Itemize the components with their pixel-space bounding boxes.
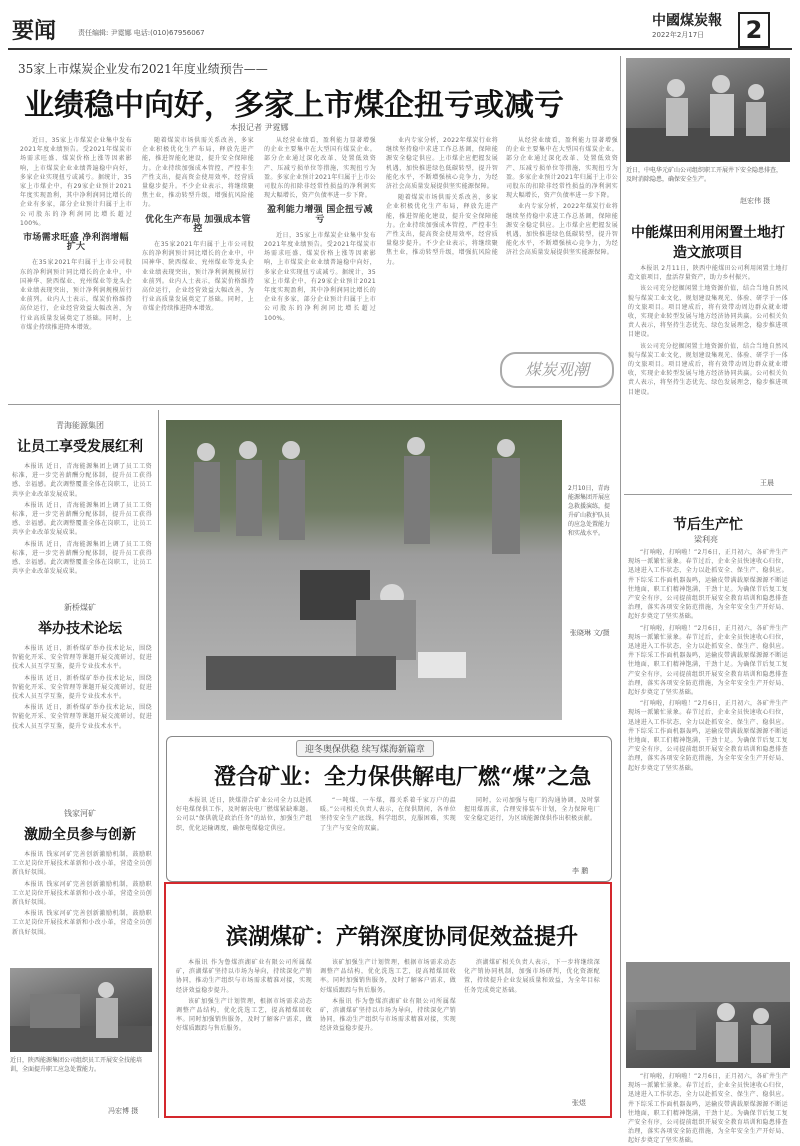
newspaper-logo: 中國煤炭報 (652, 13, 722, 29)
left-item-2-title: 举办技术论坛 (38, 621, 122, 637)
lead-headline: 业绩稳中向好，多家上市煤企扭亏或减亏 (24, 88, 564, 123)
left-photo-credit: 冯宏博 摄 (108, 1107, 139, 1115)
side-story-body: 本报讯 2月11日，陕西中能煤田公司利用闲置土地打造文旅项目，盘活存量资产，助力乡村振兴。 该公司充分挖掘闲置土地资源价值，结合当地自然风貌与煤炭工业文化，规划建设集观光、体验、研学于一体的文旅项目。项目建成后，将有效带动周边群众就业增收，实现企业转型发展与地方经济协同共赢。公司相关负责人表示，将坚持生态优先、绿色发展理念，稳步推进项目建设。 该公司充分挖掘闲置土地资源价值，结合当地自然风貌与煤炭工业文化，规划建设集观光、体验、研学于一体的文旅项目。项目建成后，将有效带动周边群众就业增收，实现企业转型发展与地方经济协同共赢。公司相关负责人表示，将坚持生态优先、绿色发展理念，稳步推进项目建设。 (628, 265, 788, 396)
training-illustration (10, 968, 152, 1052)
side-story-2-body: “打响啦，打响啦！”2月6日，正月初六，各矿井生产现场一派繁忙景象。春节过后，企业全员快速收心归位，迅速进入工作状态，全力以赴抓安全、保生产、稳供应。井下综采工作面机器轰鸣，运输皮带满载原煤源源不断运往地面，职工们精神饱满，干劲十足。为确保节后复工复产安全有序，公司提前组织开展安全教育培训和隐患排查治理，落实各项安全防范措施，为全年安全生产开好局、起好步奠定了坚实基础。 “打响啦，打响啦！”2月6日，正月初六，各矿井生产现场一派繁忙景象。春节过后，企业全员快速收心归位，迅速进入工作状态，全力以赴抓安全、保生产、稳供应。井下综采工作面机器轰鸣，运输皮带满载原煤源源不断运往地面，职工们精神饱满，干劲十足。为确保节后复工复产安全有序，公司提前组织开展安全教育培训和隐患排查治理，落实各项安全防范措施，为全年安全生产开好局、起好步奠定了坚实基础。 “打响啦，打响啦！”2月6日，正月初六，各矿井生产现场一派繁忙景象。春节过后，企业全员快速收心归位，迅速进入工作状态，全力以赴抓安全、保生产、稳供应。井下综采工作面机器轰鸣，运输皮带满载原煤源源不断运往地面，职工们精神饱满，干劲十足。为确保节后复工复产安全有序，公司提前组织开展安全教育培训和隐患排查治理，落实各项安全防范措施，为全年安全生产开好局、起好步奠定了坚实基础。 (628, 549, 788, 772)
lead-column-5: 从经营业绩看，盈利能力显著增强的企业主要集中在大型国有煤炭企业。部分企业通过深化改革、处置低效资产、压减亏损单位等措施，实现扭亏为盈。多家企业预计2021年归属于上市公司股东的扣除非经常性损益的净利润实现大幅增长，资产负债率进一步下降。 业内专家分析，2022年煤炭行业将继续坚持稳中求进工作总基调，保障能源安全稳定供应。上市煤企应把握发展机遇，加快推进绿色低碳转型，提升智能化水平，不断增强核心竞争力，为经济社会高质量发展提供坚实能源保障。 (506, 137, 618, 257)
left-item-3-kicker: 钱家河矿 (64, 809, 96, 818)
side-rule (624, 494, 792, 495)
lead-bottom-rule (8, 404, 620, 405)
left-item-1-title: 让员工享受发展红利 (17, 439, 143, 455)
lead-subhead-2: 优化生产布局 加强成本管控 (145, 214, 251, 234)
main-photo-credit: 张晓琳 文/摄 (570, 629, 610, 637)
side-photo-bottom (626, 962, 790, 1068)
column-divider-right (620, 56, 621, 1118)
highlighted-col-1: 本报讯 作为鲁煤滨湖矿业有限公司所属煤矿，滨湖煤矿坚持以市场为导向，持续深化产销协同，推动生产组织与市场需求精准对接，实现经济效益稳步提升。 该矿加强生产计划管理，根据市场需求动态调整产品结构，优化洗选工艺，提高精煤回收率。同时加强销售服务，及时了解客户需求，做好煤质跟踪与售后服务。 (176, 959, 312, 1033)
left-photo-caption: 近日，陕西能源集团公司组织员工开展安全技能培训，全面提升职工应急处置能力。 (10, 1057, 143, 1073)
left-item-2-body: 本报讯 近日，新桥煤矿举办技术论坛，围绕智能化开采、安全管理等课题开展交流研讨，促进技术人员互学互鉴，提升专业技术水平。 本报讯 近日，新桥煤矿举办技术论坛，围绕智能化开采、安全管理等课题开展交流研讨，促进技术人员互学互鉴，提升专业技术水平。 本报讯 近日，新桥煤矿举办技术论坛，围绕智能化开采、安全管理等课题开展交流研讨，促进技术人员互学互鉴，提升专业技术水平。 (12, 645, 152, 730)
left-photo (10, 968, 152, 1052)
highlighted-col-3: 滨湖煤矿相关负责人表示，下一步将继续深化产销协同机制，加强市场研判，优化资源配置，持续提升企业发展质量和效益，为全年目标任务完成奠定基础。 (464, 959, 600, 994)
header-rule (8, 48, 792, 50)
rescue-drill-illustration (166, 420, 562, 720)
lead-column-1: 近日，35家上市煤炭企业集中发布2021年度业绩预告。受2021年煤炭市场需求旺盛、煤炭价格上涨等因素影响，上市煤炭企业业绩普遍稳中向好，多家企业实现扭亏或减亏。据统计，35家上市煤企中，有29家企业预计2021年度实现盈利，其中净利润同比增长的企业有多家，部分企业预计归属于上市公司股东的净利润同比增长超过100%。 市场需求旺盛 净利润增幅扩大 在35家2021年归属于上市公司股东的净利润预计同比增长的企业中，中国神华、陕西煤业、兖州煤业等龙头企业业绩表现突出，预计净利润规模居行业前列。业内人士表示，煤炭价格维持高位运行，企业经营效益大幅改善，为行业高质量发展奠定了基础。同时，上市煤企持续推进降本增效。 (20, 137, 132, 331)
left-item-3-body: 本报讯 钱家河矿完善创新激励机制，鼓励职工立足岗位开展技术革新和小改小革，营造全员创新良好氛围。 本报讯 钱家河矿完善创新激励机制，鼓励职工立足岗位开展技术革新和小改小革，营造全员创新良好氛围。 本报讯 钱家河矿完善创新激励机制，鼓励职工立足岗位开展技术革新和小改小革，营造全员创新良好氛围。 (12, 851, 152, 936)
issue-date: 2022年2月17日 (652, 31, 705, 39)
highlighted-story-title: 滨湖煤矿：产销深度协同促效益提升 (226, 924, 579, 950)
lead-kicker: 35家上市煤炭企业发布2021年度业绩预告—— (18, 62, 268, 76)
lead-subhead-3: 盈利能力增强 国企扭亏减亏 (267, 205, 373, 225)
side-story-2-title: 节后生产忙 (673, 517, 743, 533)
main-photo-caption: 2月10日，青海能源集团开展应急救援演练，提升矿山救护队员的应急处置能力和实战水平。 (568, 485, 611, 537)
column-divider-left (158, 410, 159, 1118)
lead-subhead-1: 市场需求旺盛 净利润增幅扩大 (23, 233, 129, 253)
mid-story-col-1: 本报讯 近日，陕煤澄合矿业公司全力以赴抓好电煤保供工作，及时解决电厂燃煤紧缺难题。公司以“保供就是政治任务”的站位，加强生产组织，优化运输调度，确保电煤稳定供应。 (176, 797, 312, 832)
editor-contact: 责任编辑: 尹霓娜 电话:(010)67956067 (78, 29, 205, 37)
mid-story-col-2: “一吨煤、一车煤，都关系着千家万户的温暖。”公司相关负责人表示，在保供期间，各单位坚持安全生产底线，科学组织，克服困难，实现了生产与安全的双赢。 (320, 797, 456, 832)
left-item-3-title: 激励全员参与创新 (24, 827, 136, 843)
side-photo-bottom-caption: “打响啦，打响啦！”2月6日，正月初六，各矿井生产现场一派繁忙景象。春节过后，企业全员快速收心归位，迅速进入工作状态，全力以赴抓安全、保生产、稳供应。井下综采工作面机器轰鸣，运输皮带满载原煤源源不断运往地面，职工们精神饱满，干劲十足。为确保节后复工复产安全有序，公司提前组织开展安全教育培训和隐患排查治理，落实各项安全防范措施，为全年安全生产开好局、起好步奠定了坚实基础。 (628, 1073, 788, 1145)
side-photo-top-credit: 赵宏伟 摄 (740, 197, 771, 205)
main-photo (166, 420, 562, 720)
left-item-2-kicker: 新桥煤矿 (64, 603, 96, 612)
section-title: 要闻 (12, 19, 57, 44)
lead-column-4: 业内专家分析，2022年煤炭行业将继续坚持稳中求进工作总基调，保障能源安全稳定供应。上市煤企应把握发展机遇，加快推进绿色低碳转型，提升智能化水平，不断增强核心竞争力，为经济社会高质量发展提供坚实能源保障。 随着煤炭市场供需关系改善，多家企业积极优化生产布局，释放先进产能，推进智能化建设，提升安全保障能力。企业持续加强成本管控，严控非生产性支出，提高资金使用效率，经营质量稳步提升。不少企业表示，将继续聚焦主业，推动转型升级，增强抗风险能力。 (386, 137, 498, 266)
side-photo-top-caption: 近日，中电华元矿山公司组织职工开展井下安全隐患排查，及时消除隐患，确保安全生产。 (626, 167, 783, 183)
mid-story-title: 澄合矿业：全力保供解电厂燃“煤”之急 (214, 764, 592, 790)
lead-byline: 本报记者 尹霓娜 (230, 123, 289, 132)
page-number: 2 (738, 12, 770, 48)
lead-column-3: 从经营业绩看，盈利能力显著增强的企业主要集中在大型国有煤炭企业。部分企业通过深化改革、处置低效资产、压减亏损单位等措施，实现扭亏为盈。多家企业预计2021年归属于上市公司股东的扣除非经常性损益的净利润实现大幅增长，资产负债率进一步下降。 盈利能力增强 国企扭亏减亏 近日，35家上市煤炭企业集中发布2021年度业绩预告。受2021年煤炭市场需求旺盛、煤炭价格上涨等因素影响，上市煤炭企业业绩普遍稳中向好，多家企业实现扭亏或减亏。据统计，35家上市煤企中，有29家企业预计2021年度实现盈利，其中净利润同比增长的企业有多家，部分企业预计归属于上市公司股东的净利润同比增长超过100%。 (264, 137, 376, 322)
workers-illustration (626, 962, 790, 1068)
highlighted-story-credit: 张煜 (572, 1099, 586, 1107)
side-story-2-byline: 梁利亮 (694, 535, 718, 544)
side-story-credit: 王晨 (760, 479, 774, 487)
mid-story-banner: 迎冬奥保供稳 续写煤海新篇章 (296, 740, 434, 757)
miners-illustration (626, 58, 790, 162)
left-item-1-body: 本报讯 近日，青海能源集团上调了员工工资标准，进一步完善薪酬分配体制，提升员工获得感、幸福感。此次调整覆盖全体在岗职工，让员工共享企业改革发展成果。 本报讯 近日，青海能源集团上调了员工工资标准，进一步完善薪酬分配体制，提升员工获得感、幸福感。此次调整覆盖全体在岗职工，让员工共享企业改革发展成果。 本报讯 近日，青海能源集团上调了员工工资标准，进一步完善薪酬分配体制，提升员工获得感、幸福感。此次调整覆盖全体在岗职工，让员工共享企业改革发展成果。 (12, 463, 152, 576)
mid-story-col-3: 同时，公司加强与电厂的沟通协调，及时掌握用煤需求，合理安排装车计划，全力保障电厂安全稳定运行，为区域能源保供作出积极贡献。 (464, 797, 600, 823)
side-photo-top (626, 58, 790, 162)
mid-story-credit: 李 鹏 (572, 867, 589, 875)
column-seal-logo: 煤炭观潮 (500, 352, 614, 388)
side-story-title: 中能煤田利用闲置土地打造文旅项目 (631, 225, 785, 261)
lead-column-2: 随着煤炭市场供需关系改善，多家企业积极优化生产布局，释放先进产能，推进智能化建设，提升安全保障能力。企业持续加强成本管控，严控非生产性支出，提高资金使用效率，经营质量稳步提升。不少企业表示，将继续聚焦主业，推动转型升级，增强抗风险能力。 优化生产布局 加强成本管控 在35家2021年归属于上市公司股东的净利润预计同比增长的企业中，中国神华、陕西煤业、兖州煤业等龙头企业业绩表现突出，预计净利润规模居行业前列。业内人士表示，煤炭价格维持高位运行，企业经营效益大幅改善，为行业高质量发展奠定了基础。同时，上市煤企持续推进降本增效。 (142, 137, 254, 313)
highlighted-col-2: 该矿加强生产计划管理，根据市场需求动态调整产品结构，优化洗选工艺，提高精煤回收率。同时加强销售服务，及时了解客户需求，做好煤质跟踪与售后服务。 本报讯 作为鲁煤滨湖矿业有限公司所属煤矿，滨湖煤矿坚持以市场为导向，持续深化产销协同，推动生产组织与市场需求精准对接，实现经济效益稳步提升。 (320, 959, 456, 1033)
left-item-1-kicker: 青海能源集团 (56, 421, 104, 430)
